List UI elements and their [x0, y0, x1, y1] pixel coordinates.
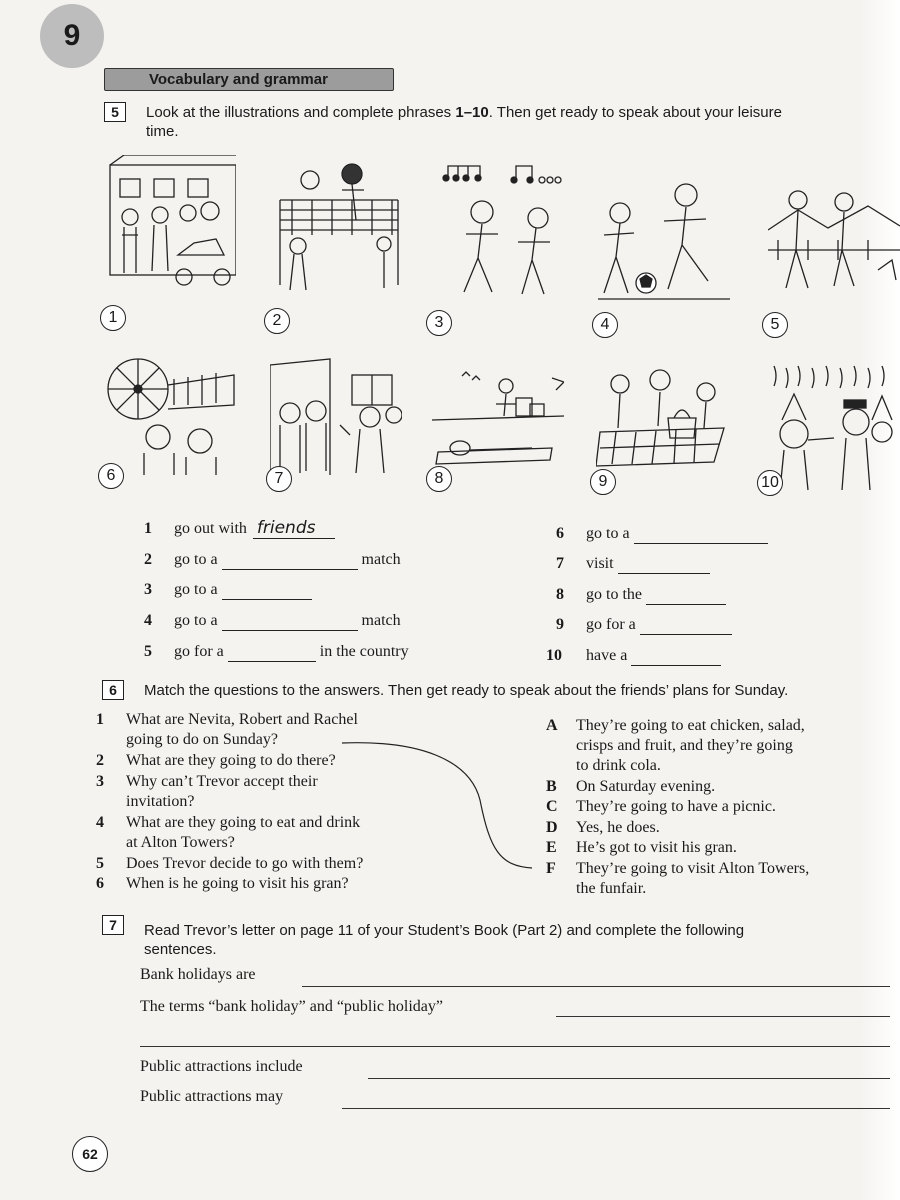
phrase-6 — [556, 524, 772, 544]
illustration-funfair — [104, 345, 236, 485]
picture-number: 6 — [98, 463, 124, 489]
instruction-range: 1–10 — [455, 104, 489, 121]
picture-number: 9 — [590, 469, 616, 495]
phrase-text: go out with — [174, 520, 247, 537]
phrase-number: 7 — [556, 555, 564, 572]
phrase-number: 9 — [556, 616, 564, 633]
picture-number: 10 — [757, 470, 783, 496]
answer-F — [546, 859, 810, 899]
phrase-text: go for a — [174, 643, 224, 660]
instruction-text-cont: . Then get ready to speak about your leisure — [488, 104, 782, 121]
phrase-10 — [546, 646, 725, 666]
phrase-2 — [144, 550, 401, 570]
answer-text: He’s got to visit his gran. — [576, 839, 737, 856]
exercise-7-instruction — [144, 921, 896, 959]
sentence-3: Public attractions include — [140, 1058, 303, 1075]
answer-line[interactable] — [302, 986, 890, 987]
answer-text: They’re going to visit Alton Towers, — [576, 860, 810, 877]
question-text: What are they going to do there? — [126, 752, 336, 769]
answer-B — [546, 777, 716, 797]
phrase-7 — [556, 554, 714, 574]
answer-C — [546, 797, 776, 817]
phrase-5 — [144, 642, 409, 662]
answer-letter: D — [546, 819, 558, 836]
sentence-4: Public attractions may — [140, 1088, 284, 1105]
question-text: When is he going to visit his gran? — [126, 875, 349, 892]
answer-D — [546, 818, 660, 838]
answer-blank[interactable] — [646, 590, 726, 605]
answer-letter: F — [546, 860, 556, 877]
question-text-cont: at Alton Towers? — [126, 834, 235, 851]
answer-line[interactable] — [342, 1108, 890, 1109]
illustration-walk-country — [768, 170, 900, 310]
phrase-text: go to the — [586, 586, 642, 603]
phrase-text: go to a — [174, 612, 218, 629]
unit-number-badge: 9 — [40, 4, 104, 68]
picture-number: 7 — [266, 466, 292, 492]
question-text-cont: going to do on Sunday? — [126, 731, 278, 748]
phrase-number: 2 — [144, 551, 152, 568]
question-6 — [96, 874, 349, 894]
question-text-cont: invitation? — [126, 793, 195, 810]
picture-number: 5 — [762, 312, 788, 338]
exercise-5-number: 5 — [104, 102, 126, 122]
question-2 — [96, 751, 336, 771]
phrase-number: 6 — [556, 525, 564, 542]
answer-blank[interactable] — [222, 585, 312, 600]
exercise-6-number: 6 — [102, 680, 124, 700]
phrase-text: go to a — [174, 551, 218, 568]
answer-blank[interactable] — [634, 529, 768, 544]
answer-text-cont: the funfair. — [576, 880, 647, 897]
sentence-1: Bank holidays are — [140, 966, 256, 983]
answer-text: They’re going to have a picnic. — [576, 798, 776, 815]
illustration-party — [764, 360, 896, 500]
answer-line[interactable] — [556, 1016, 890, 1017]
illustration-football — [598, 165, 730, 305]
question-text: What are Nevita, Robert and Rachel — [126, 711, 358, 728]
phrase-text-after: match — [361, 612, 401, 629]
phrase-number: 4 — [144, 612, 152, 629]
illustration-volleyball — [272, 160, 404, 300]
handwritten-answer: friends — [253, 518, 336, 539]
phrase-text: visit — [586, 555, 614, 572]
instruction-text: Read Trevor’s letter on page 11 of your Student’s Book (Part 2) and complete the following — [144, 922, 745, 939]
question-number: 1 — [96, 711, 104, 728]
answer-text-cont: to drink cola. — [576, 757, 661, 774]
answer-blank[interactable] — [222, 616, 358, 631]
answer-text: They’re going to eat chicken, salad, — [576, 717, 805, 734]
phrase-text: have a — [586, 647, 628, 664]
question-number: 5 — [96, 855, 104, 872]
phrase-number: 8 — [556, 586, 564, 603]
phrase-text-after: match — [361, 551, 401, 568]
answer-letter: A — [546, 717, 558, 734]
phrase-9 — [556, 615, 736, 635]
phrase-8 — [556, 585, 730, 605]
answer-letter: B — [546, 778, 557, 795]
phrase-number: 5 — [144, 643, 152, 660]
question-3 — [96, 772, 318, 812]
instruction-text-end: time. — [146, 123, 179, 140]
picture-number: 3 — [426, 310, 452, 336]
exercise-5-instruction — [146, 103, 896, 141]
answer-letter: E — [546, 839, 557, 856]
answer-blank[interactable] — [222, 555, 358, 570]
question-4 — [96, 813, 361, 853]
answer-blank[interactable] — [631, 651, 721, 666]
question-1 — [96, 710, 358, 750]
picture-number: 8 — [426, 466, 452, 492]
question-number: 3 — [96, 773, 104, 790]
phrase-number: 10 — [546, 647, 562, 664]
phrase-number: 3 — [144, 581, 152, 598]
picture-number: 2 — [264, 308, 290, 334]
section-title: Vocabulary and grammar — [104, 68, 394, 91]
phrase-3 — [144, 580, 316, 600]
answer-blank[interactable] — [640, 620, 732, 635]
question-5 — [96, 854, 364, 874]
answer-text-cont: crisps and fruit, and they’re going — [576, 737, 793, 754]
question-number: 2 — [96, 752, 104, 769]
answer-letter: C — [546, 798, 558, 815]
sentence-2: The terms “bank holiday” and “public holiday” — [140, 998, 444, 1015]
question-number: 6 — [96, 875, 104, 892]
phrase-4 — [144, 611, 401, 631]
answer-text: Yes, he does. — [576, 819, 660, 836]
answer-E — [546, 838, 737, 858]
answer-line[interactable] — [140, 1046, 890, 1047]
answer-blank[interactable] — [618, 559, 710, 574]
phrase-1 — [144, 518, 335, 539]
answer-blank[interactable] — [228, 647, 316, 662]
answer-A — [546, 716, 805, 776]
picture-number: 4 — [592, 312, 618, 338]
phrase-text: go to a — [586, 525, 630, 542]
exercise-6-instruction: Match the questions to the answers. Then get ready to speak about the friends’ plans for Sunday. — [144, 682, 789, 699]
answer-line[interactable] — [368, 1078, 890, 1079]
question-text: What are they going to eat and drink — [126, 814, 361, 831]
question-text: Does Trevor decide to go with them? — [126, 855, 364, 872]
question-text: Why can’t Trevor accept their — [126, 773, 318, 790]
answer-text: On Saturday evening. — [576, 778, 716, 795]
page-number: 62 — [72, 1136, 108, 1172]
illustration-dancing-disco — [436, 162, 568, 302]
instruction-text: Look at the illustrations and complete phrases — [146, 104, 456, 121]
phrase-text: go for a — [586, 616, 636, 633]
phrase-number: 1 — [144, 520, 152, 537]
phrase-text-after: in the country — [319, 643, 409, 660]
illustration-friends-scooter — [104, 155, 236, 295]
picture-number: 1 — [100, 305, 126, 331]
exercise-7-number: 7 — [102, 915, 124, 935]
instruction-text-cont: sentences. — [144, 941, 217, 958]
question-number: 4 — [96, 814, 104, 831]
phrase-text: go to a — [174, 581, 218, 598]
